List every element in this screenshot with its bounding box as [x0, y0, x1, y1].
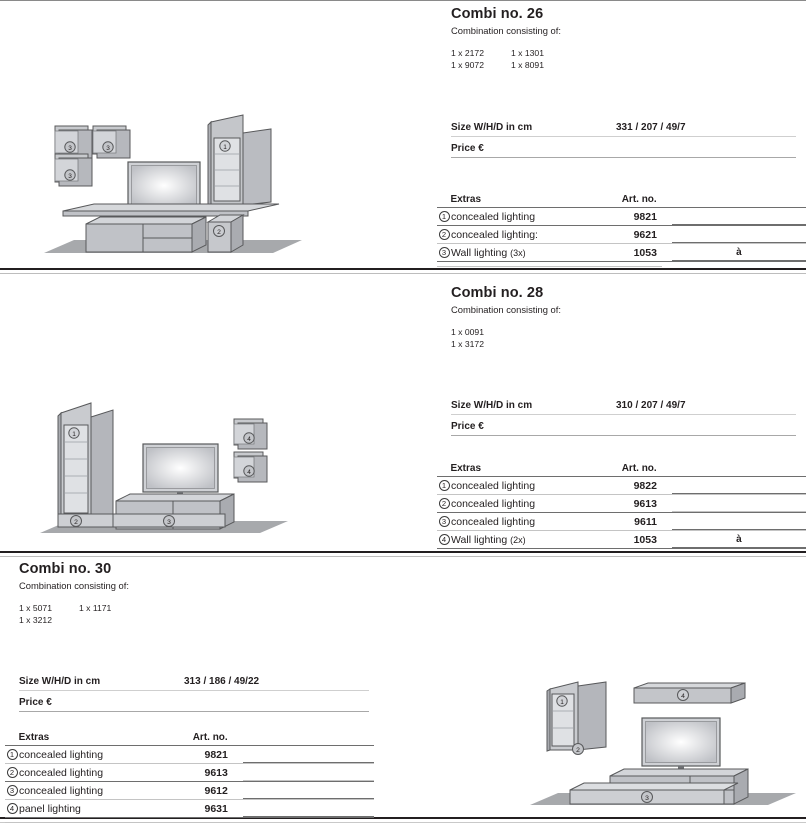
combi-26-title: Combi no. 26 — [451, 6, 544, 22]
combi-26-size-table — [451, 116, 796, 158]
table-row — [437, 477, 806, 495]
table-row — [5, 764, 374, 782]
table-header-row — [5, 728, 374, 746]
table-row — [19, 691, 369, 712]
extras-header: Extras — [450, 463, 482, 474]
lowboard — [86, 217, 206, 252]
combi-26-part: 1 x 2172 — [451, 48, 484, 58]
size-value: 310 / 207 / 49/7 — [616, 400, 686, 411]
price-label: Price € — [451, 143, 484, 154]
extra-label: Wall lighting (2x) — [451, 533, 526, 546]
combi-28-part: 1 x 0091 — [451, 327, 484, 337]
combi-26-extras-table — [437, 190, 806, 267]
combi-30-title: Combi no. 30 — [19, 561, 112, 577]
combi-26-part: 1 x 1301 — [511, 48, 544, 58]
marker-1-icon: 1 — [437, 211, 451, 222]
svg-text:1: 1 — [223, 143, 227, 151]
combi-28-parts-list — [451, 327, 796, 350]
tall-cabinet — [58, 403, 113, 527]
tv-screen — [642, 718, 720, 770]
table-row — [451, 394, 796, 415]
table-row — [451, 116, 796, 137]
size-label: Size W/H/D in cm — [451, 122, 533, 133]
extras-header: Extras — [18, 732, 50, 743]
size-label: Size W/H/D in cm — [451, 400, 533, 411]
size-label: Size W/H/D in cm — [19, 676, 101, 687]
table-row — [451, 415, 796, 436]
table-header-row — [437, 459, 806, 477]
table-row — [437, 513, 806, 531]
extra-label: concealed lighting — [451, 497, 536, 510]
extra-label: concealed lighting — [451, 515, 536, 528]
tall-cabinet — [208, 115, 271, 215]
price-label: Price € — [451, 421, 484, 432]
price-value[interactable] — [616, 432, 786, 435]
extra-artno: 1053 — [633, 533, 657, 546]
table-row — [5, 800, 374, 818]
blank-header — [672, 205, 806, 207]
extra-note-field[interactable]: à — [672, 244, 806, 261]
extra-note-field[interactable] — [243, 746, 374, 763]
marker-4-icon: 4 — [5, 803, 19, 814]
artno-header: Art. no. — [621, 194, 657, 205]
extra-artno: 9613 — [633, 497, 657, 510]
table-row — [5, 746, 374, 764]
svg-text:1: 1 — [560, 698, 564, 706]
extra-note-field[interactable]: à — [672, 531, 806, 548]
table-footer-rule — [437, 262, 662, 267]
svg-text:3: 3 — [645, 795, 649, 802]
combi-30-part: 1 x 5071 — [19, 603, 52, 613]
extra-note-field[interactable] — [672, 208, 806, 225]
wall-panel-b — [234, 452, 267, 482]
extra-artno: 9611 — [634, 515, 657, 528]
svg-text:3: 3 — [167, 519, 171, 526]
extra-artno: 9613 — [204, 766, 228, 779]
extra-label: concealed lighting — [451, 479, 536, 492]
marker-3-icon: 3 — [437, 516, 451, 527]
extra-label: concealed lighting: — [451, 228, 538, 241]
combi-28-heading-block — [451, 285, 796, 350]
section-divider-2 — [0, 551, 806, 557]
combi-28-extras-table — [437, 459, 806, 549]
tv-screen — [143, 444, 218, 496]
wall-panel-a — [234, 419, 267, 449]
section-divider-1 — [0, 268, 806, 274]
svg-text:2: 2 — [217, 229, 221, 236]
extra-artno: 1053 — [633, 246, 657, 259]
wall-panel-b — [93, 126, 130, 158]
combi-30-size-table — [19, 670, 369, 712]
table-row — [437, 495, 806, 513]
page-top-rule — [0, 0, 806, 1]
combi-28-subtitle: Combination consisting of: — [451, 304, 561, 315]
combi-30-subtitle: Combination consisting of: — [19, 580, 129, 591]
table-row — [437, 244, 806, 262]
size-value: 331 / 207 / 49/7 — [616, 122, 686, 133]
extra-artno: 9821 — [204, 748, 228, 761]
combi-26-part: 1 x 9072 — [451, 59, 484, 70]
wall-shelf — [63, 204, 279, 211]
extra-label: concealed lighting — [451, 210, 536, 223]
svg-text:3: 3 — [106, 144, 110, 152]
extra-label: concealed lighting — [19, 784, 104, 797]
table-row — [451, 137, 796, 158]
plinth-marker-3 — [113, 514, 225, 527]
extra-label: concealed lighting — [19, 766, 104, 779]
table-row — [437, 226, 806, 244]
combi-28-illustration — [30, 395, 315, 545]
svg-text:4: 4 — [247, 435, 251, 443]
wall-panel-c — [55, 154, 92, 186]
extra-note-field[interactable] — [672, 477, 806, 494]
combi-26-heading-block — [451, 6, 796, 71]
table-row — [5, 782, 374, 800]
extra-label: panel lighting — [19, 802, 81, 815]
plinth-marker-3 — [570, 783, 738, 804]
combi-26-parts-list — [451, 48, 796, 71]
size-value: 313 / 186 / 49/22 — [184, 676, 260, 687]
combi-28-part: 1 x 3172 — [451, 338, 484, 349]
combi-30-illustration — [520, 672, 806, 817]
extra-note-field[interactable] — [243, 782, 374, 799]
extra-note-field[interactable] — [243, 800, 374, 817]
table-row — [437, 531, 806, 549]
marker-1-icon: 1 — [437, 480, 451, 491]
combi-30-extras-table — [5, 728, 374, 823]
extra-label: concealed lighting — [19, 748, 104, 761]
marker-2-icon: 2 — [437, 229, 451, 240]
svg-text:4: 4 — [247, 468, 251, 476]
combi-26-subtitle: Combination consisting of: — [451, 25, 561, 36]
svg-text:3: 3 — [68, 144, 72, 152]
extra-artno: 9631 — [204, 802, 228, 815]
combi-26-illustration — [30, 110, 315, 265]
extra-artno: 9821 — [633, 210, 657, 223]
combi-30-parts-list — [19, 603, 364, 626]
combi-26-part: 1 x 8091 — [511, 59, 544, 70]
extras-header: Extras — [450, 194, 482, 205]
price-value[interactable] — [616, 154, 786, 157]
extra-note-field[interactable] — [672, 226, 806, 243]
extra-note-field[interactable] — [243, 764, 374, 781]
combi-30-part: 1 x 1171 — [79, 603, 112, 613]
svg-text:2: 2 — [576, 747, 580, 754]
wall-panel-a — [55, 126, 92, 158]
artno-header: Art. no. — [621, 463, 657, 474]
svg-text:4: 4 — [681, 693, 685, 700]
artno-header: Art. no. — [192, 732, 228, 743]
svg-text:2: 2 — [74, 519, 78, 526]
svg-text:3: 3 — [68, 172, 72, 180]
extra-artno: 9621 — [633, 228, 657, 241]
extra-note-field[interactable] — [672, 495, 806, 512]
extra-artno: 9612 — [204, 784, 228, 797]
price-label: Price € — [19, 697, 52, 708]
base-cabinet-marker-2 — [208, 215, 243, 252]
extra-note-field[interactable] — [672, 513, 806, 530]
combi-30-part: 1 x 3212 — [19, 614, 52, 625]
wall-cabinet — [547, 682, 606, 755]
wall-shelf-marker-4 — [634, 683, 745, 703]
combi-28-title: Combi no. 28 — [451, 285, 544, 301]
marker-3-icon: 3 — [437, 247, 451, 258]
marker-2-icon: 2 — [5, 767, 19, 778]
marker-1-icon: 1 — [5, 749, 19, 760]
combi-28-size-table — [451, 394, 796, 436]
marker-2-icon: 2 — [437, 498, 451, 509]
table-row — [19, 670, 369, 691]
marker-3-icon: 3 — [5, 785, 19, 796]
table-footer-rule — [5, 818, 230, 823]
table-row — [437, 208, 806, 226]
table-header-row — [437, 190, 806, 208]
blank-header — [243, 743, 374, 745]
combi-30-heading-block — [19, 561, 364, 626]
extra-artno: 9822 — [633, 479, 657, 492]
svg-text:1: 1 — [72, 430, 76, 438]
extra-label: Wall lighting (3x) — [451, 246, 526, 259]
price-value[interactable] — [184, 708, 359, 711]
marker-4-icon: 4 — [437, 534, 451, 545]
blank-header — [672, 474, 806, 476]
